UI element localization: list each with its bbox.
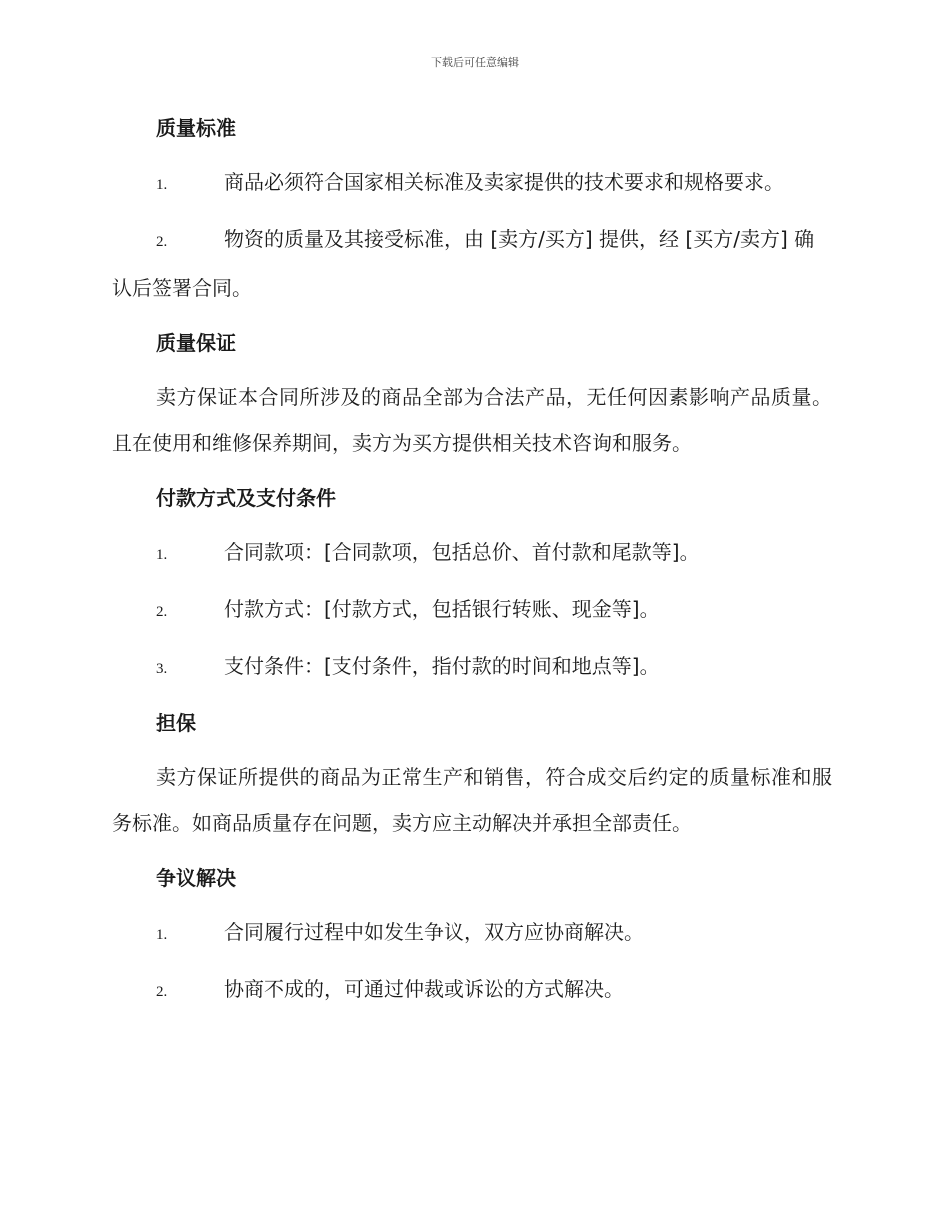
list-number: 2.	[156, 234, 168, 250]
paragraph-warranty: 卖方保证所提供的商品为正常生产和销售，符合成交后约定的质量标准和服务标准。如商品质量存在问题，卖方应主动解决并承担全部责任。	[112, 765, 832, 835]
list-item	[112, 164, 832, 203]
list-item	[112, 534, 832, 573]
paragraph-quality-guarantee: 卖方保证本合同所涉及的商品全部为合法产品，无任何因素影响产品质量。且在使用和维修保养期间，卖方为买方提供相关技术咨询和服务。	[112, 385, 832, 455]
list-text: 支付条件：[支付条件，指付款的时间和地点等]。	[224, 654, 660, 678]
list-item	[112, 914, 832, 953]
list-item	[112, 216, 832, 311]
list-item	[112, 591, 832, 630]
list-item	[112, 971, 832, 1010]
list-item	[112, 648, 832, 687]
document-body	[112, 110, 832, 1028]
list-text: 协商不成的，可通过仲裁或诉讼的方式解决。	[224, 977, 624, 1001]
list-text: 物资的质量及其接受标准，由 [卖方/买方] 提供，经 [买方/卖方] 确认后签署合同。	[112, 227, 815, 300]
list-number: 1.	[156, 177, 168, 193]
section-heading-payment: 付款方式及支付条件	[156, 486, 336, 510]
section-heading-quality-guarantee: 质量保证	[156, 331, 236, 355]
list-number: 2.	[156, 604, 168, 620]
list-number: 3.	[156, 661, 168, 677]
list-number: 1.	[156, 547, 168, 563]
section-heading-warranty: 担保	[156, 711, 196, 735]
list-number: 2.	[156, 984, 168, 1000]
list-text: 合同款项：[合同款项，包括总价、首付款和尾款等]。	[224, 540, 700, 564]
section-heading-quality-standard: 质量标准	[156, 116, 236, 140]
list-text: 商品必须符合国家相关标准及卖家提供的技术要求和规格要求。	[224, 170, 784, 194]
list-text: 合同履行过程中如发生争议，双方应协商解决。	[224, 920, 644, 944]
list-text: 付款方式：[付款方式，包括银行转账、现金等]。	[224, 597, 660, 621]
list-number: 1.	[156, 927, 168, 943]
header-note: 下载后可任意编辑	[431, 56, 519, 69]
section-heading-dispute: 争议解决	[156, 866, 236, 890]
